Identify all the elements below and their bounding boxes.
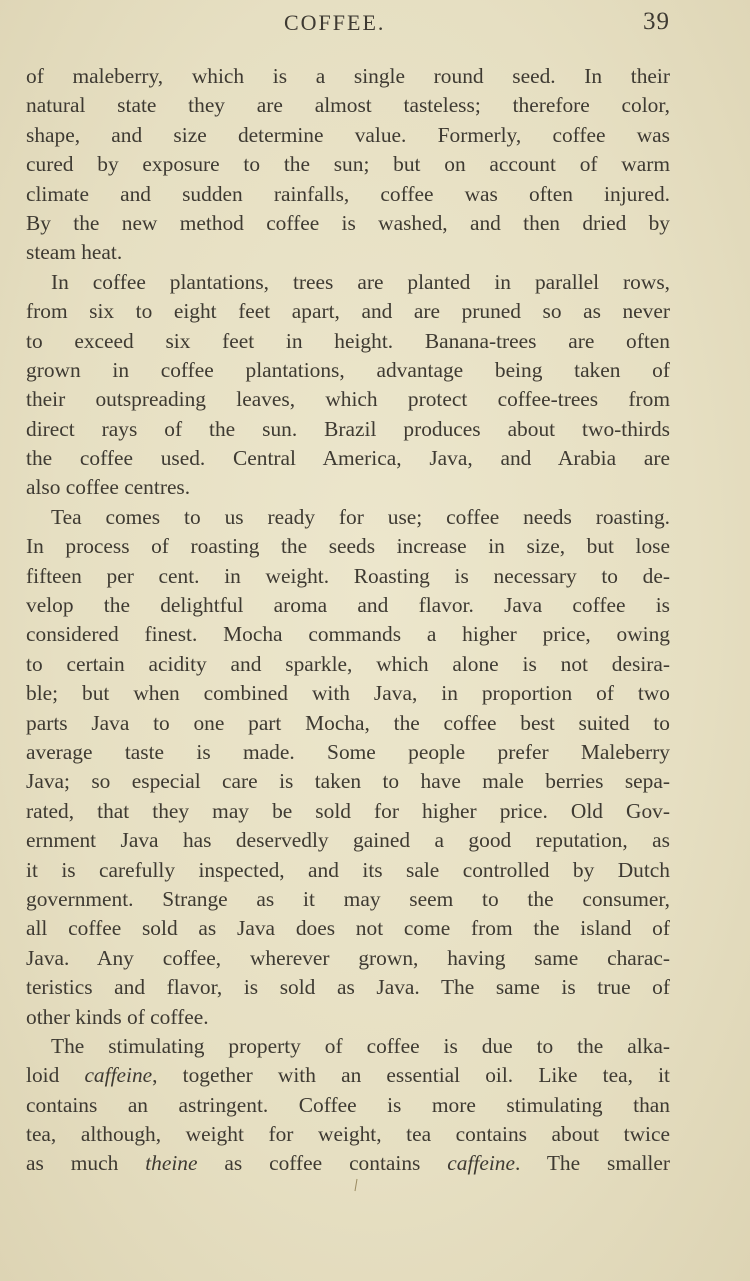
text-segment: , together with an essential oil. Like tea, it — [152, 1063, 670, 1088]
text-line: climate and sudden rainfalls, coffee was often injured. — [26, 181, 670, 206]
text-line: steam heat. — [26, 240, 123, 265]
text-line: ernment Java has deservedly gained a good reputation, as — [26, 828, 670, 853]
running-title: COFFEE. — [284, 10, 386, 35]
text-segment: . The smaller — [514, 1151, 670, 1176]
text-line: Tea comes to us ready for use; coffee needs roasting. — [51, 504, 670, 529]
paper-blemish-mark — [352, 1178, 360, 1192]
italic-term: caffeine — [447, 1151, 515, 1176]
page-number: 39 — [643, 8, 670, 35]
text-line: contains an astringent. Coffee is more stimulating than — [26, 1092, 670, 1117]
text-line: considered finest. Mocha commands a higher price, owing — [26, 622, 670, 647]
page-body — [26, 62, 670, 1179]
text-segment: loid — [26, 1063, 85, 1088]
text-line — [26, 1149, 670, 1178]
text-line: grown in coffee plantations, advantage being taken of — [26, 357, 670, 382]
page-header — [0, 6, 750, 40]
text-line — [26, 1061, 670, 1090]
italic-term: theine — [145, 1151, 198, 1176]
text-line: In process of roasting the seeds increase in size, but lose — [26, 534, 670, 559]
text-line: cured by exposure to the sun; but on account of warm — [26, 152, 670, 177]
text-line: shape, and size determine value. Formerly, coffee was — [26, 122, 670, 147]
text-line: ble; but when combined with Java, in proportion of two — [26, 681, 670, 706]
text-line: teristics and flavor, is sold as Java. The same is true of — [26, 975, 670, 1000]
paragraph-2 — [26, 268, 670, 503]
text-line: rated, that they may be sold for higher price. Old Gov- — [26, 798, 670, 823]
paragraph-3 — [26, 503, 670, 1032]
text-line: their outspreading leaves, which protect coffee-trees from — [26, 387, 670, 412]
text-line: average taste is made. Some people prefer Maleberry — [26, 739, 670, 764]
text-line: government. Strange as it may seem to the consumer, — [26, 886, 670, 911]
text-line: Java. Any coffee, wherever grown, having same charac- — [26, 945, 670, 970]
italic-term: caffeine — [84, 1063, 153, 1088]
text-line: all coffee sold as Java does not come from the island of — [26, 916, 670, 941]
text-line: In coffee plantations, trees are planted in parallel rows, — [51, 269, 670, 294]
text-line: parts Java to one part Mocha, the coffee best suited to — [26, 710, 670, 735]
text-line: it is carefully inspected, and its sale controlled by Dutch — [26, 857, 670, 882]
paragraph-1 — [26, 62, 670, 268]
text-line: natural state they are almost tasteless; therefore color, — [26, 93, 670, 118]
text-line: direct rays of the sun. Brazil produces about two-thirds — [26, 416, 670, 441]
text-line: to certain acidity and sparkle, which alone is not desira- — [26, 651, 670, 676]
paragraph-4 — [26, 1032, 670, 1179]
text-line: the coffee used. Central America, Java, and Arabia are — [26, 446, 670, 471]
text-line: of maleberry, which is a single round seed. In their — [26, 64, 670, 88]
text-line: velop the delightful aroma and flavor. Java coffee is — [26, 593, 670, 618]
text-line: tea, although, weight for weight, tea contains about twice — [26, 1122, 670, 1147]
text-line: fifteen per cent. in weight. Roasting is necessary to de- — [26, 563, 670, 588]
text-segment: as much — [26, 1151, 146, 1176]
text-line: By the new method coffee is washed, and then dried by — [26, 210, 670, 235]
text-line: Java; so especial care is taken to have male berries sepa- — [26, 769, 670, 794]
text-line: from six to eight feet apart, and are pruned so as never — [26, 299, 670, 324]
text-line: also coffee centres. — [26, 475, 191, 500]
text-line: The stimulating property of coffee is due to the alka- — [51, 1033, 670, 1058]
text-line: to exceed six feet in height. Banana-trees are often — [26, 328, 670, 353]
text-segment: as coffee contains — [197, 1151, 448, 1176]
text-line: other kinds of coffee. — [26, 1004, 209, 1029]
